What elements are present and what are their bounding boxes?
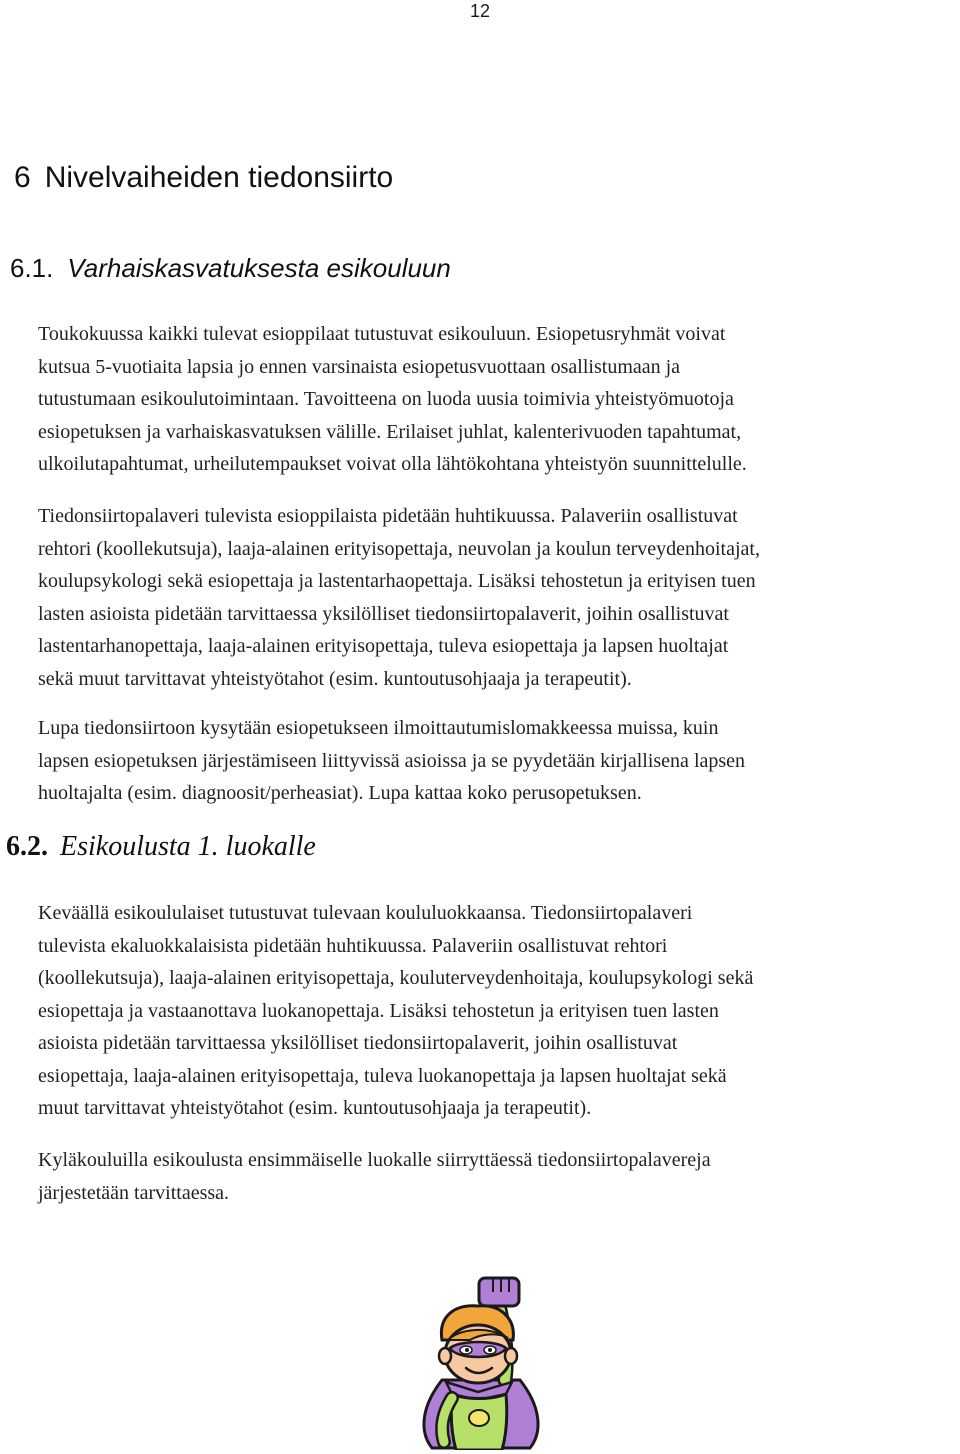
text-line: lapsen esiopetuksen järjestämiseen liittyvissä asioissa ja se pyydetään kirjallisena lapsen <box>38 749 746 772</box>
text-line: tutustumaan esikoulutoimintaan. Tavoitteena on luoda uusia toimivia yhteistyömuotoja <box>38 388 734 410</box>
text-line: rehtori (koollekutsuja), laaja-alainen erityisopettaja, neuvolan ja koulun terveydenhoitajat, <box>38 537 760 560</box>
text-line: lasten asioista pidetään tarvittaessa yksilölliset tiedonsiirtopalaverit, joihin osallistuvat <box>38 602 729 625</box>
page-number: 12 <box>469 1 491 21</box>
section-heading-6-2 <box>6 830 316 864</box>
text-line: Keväällä esikoululaiset tutustuvat tulevaan koululuokkaansa. Tiedonsiirtopalaveri <box>38 902 693 924</box>
paragraph-first-grade <box>38 897 960 1125</box>
text-line: sekä muut tarvittavat yhteistyötahot (esim. kuntoutusohjaaja ja terapeutit). <box>38 667 632 690</box>
text-line: järjestetään tarvittaessa. <box>38 1181 230 1204</box>
text-line: tulevista ekaluokkalaisista pidetään huhtikuussa. Palaveriin osallistuvat rehtori <box>38 934 668 957</box>
text-line: asioista pidetään tarvittaessa yksilölliset tiedonsiirtopalaverit, joihin osallistuvat <box>38 1032 678 1054</box>
text-line: Kyläkouluilla esikoulusta ensimmäiselle luokalle siirryttäessä tiedonsiirtopalavereja <box>38 1149 711 1171</box>
section-title: Esikoulusta 1. luokalle <box>60 831 316 862</box>
superhero-illustration <box>380 1268 580 1450</box>
section-number: 6.2. <box>6 831 48 862</box>
section-title: Varhaiskasvatuksesta esikouluun <box>67 253 451 283</box>
text-line: esiopetuksen ja varhaiskasvatuksen välille. Erilaiset juhlat, kalenterivuoden tapahtumat, <box>38 420 742 443</box>
text-line: Lupa tiedonsiirtoon kysytään esiopetukseen ilmoittautumislomakkeessa muissa, kuin <box>38 717 719 739</box>
section-number: 6.1. <box>10 253 54 283</box>
text-line: lastentarhanopettaja, laaja-alainen erityisopettaja, tuleva esiopettaja ja lapsen huoltajat <box>38 635 729 657</box>
text-line: Tiedonsiirtopalaveri tulevista esioppilaista pidetään huhtikuussa. Palaveriin osallistuvat <box>38 505 738 527</box>
text-line: muut tarvittavat yhteistyötahot (esim. kuntoutusohjaaja ja terapeutit). <box>38 1097 592 1119</box>
text-line: Toukokuussa kaikki tulevat esioppilaat tutustuvat esikouluun. Esiopetusryhmät voivat <box>38 323 726 345</box>
text-line: (koollekutsuja), laaja-alainen erityisopettaja, kouluterveydenhoitaja, koulupsykologi sekä <box>38 967 754 989</box>
paragraph-meeting <box>38 500 960 695</box>
paragraph-visits <box>38 318 960 481</box>
text-line: ulkoilutapahtumat, urheilutempaukset voivat olla lähtökohtana yhteistyön suunnittelulle. <box>38 453 747 475</box>
paragraph-permission <box>38 712 960 810</box>
text-line: esiopettaja ja vastaanottava luokanopettaja. Lisäksi tehostetun ja erityisen tuen lasten <box>38 999 719 1022</box>
text-line: esiopettaja, laaja-alainen erityisopettaja, tuleva luokanopettaja ja lapsen huoltajat sekä <box>38 1064 727 1087</box>
chapter-heading <box>14 159 393 197</box>
chapter-number: 6 <box>14 161 31 194</box>
section-heading-6-1 <box>10 251 451 285</box>
text-line: koulupsykologi sekä esiopettaja ja lastentarhaopettaja. Lisäksi tehostetun ja erityisen tuen <box>38 570 756 592</box>
text-line: huoltajalta (esim. diagnoosit/perheasiat). Lupa kattaa koko perusopetuksen. <box>38 782 642 804</box>
paragraph-village-schools <box>38 1144 960 1209</box>
chapter-title: Nivelvaiheiden tiedonsiirto <box>44 161 394 194</box>
text-line: kutsua 5-vuotiaita lapsia jo ennen varsinaista esiopetusvuottaan osallistumaan ja <box>38 355 681 378</box>
